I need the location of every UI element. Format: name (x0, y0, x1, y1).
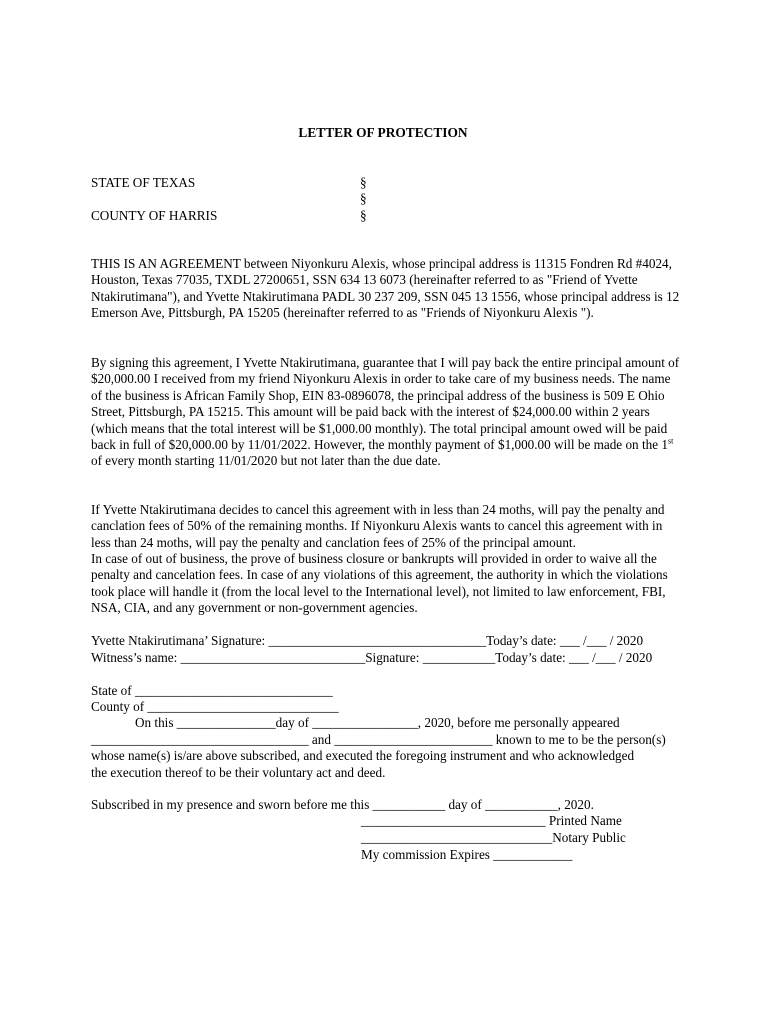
notary-on-this-line: On this _______________day of ________________, 2020, before me personally appeared (135, 715, 620, 730)
notary-state-line: State of ______________________________ (91, 683, 333, 698)
notary-execution-line: the execution thereof to be their voluntary act and deed. (91, 765, 386, 780)
caption-county: COUNTY OF HARRIS (91, 208, 218, 223)
guarantee-text-end: of every month starting 11/01/2020 but not later than the due date. (91, 453, 441, 469)
ordinal-suffix: st (667, 436, 674, 446)
notary-appeared-line: _________________________________ and ________________________ known to me to be the person(s) (91, 732, 666, 747)
agreement-paragraph: THIS IS AN AGREEMENT between Niyonkuru Alexis, whose principal address is 11315 Fondren Rd #4024, Houston, Texas 77035, TXDL 27200651, SSN 634 13 6073 (hereinafter referred to as "Friend of Yvette Ntakirutimana"), and Yvette Ntakirutimana PADL 30 237 209, SSN 045 13 1556, whose principal address is 12 Emerson Ave, Pittsburgh, PA 15205 (hereinafter referred to as "Friends of Niyonkuru Alexis "). (91, 256, 680, 321)
notary-printed-name-line: ____________________________ Printed Name (361, 813, 622, 828)
section-mark: § (360, 191, 367, 206)
notary-county-line: County of _____________________________ (91, 699, 339, 714)
guarantee-text: By signing this agreement, I Yvette Ntakirutimana, guarantee that I will pay back the entire principal amount of $20,000.00 I received from my friend Niyonkuru Alexis in order to take care of my business needs. The name of the business is African Family Shop, EIN 83-0896078, the principal address of the business is 509 E Ohio Street, Pittsburgh, PA 15215. This amount will be paid back with the interest of $24,000.00 within 2 years (which means that the total interest will be $1,000.00 monthly). The total principal amount owed will be paid back in full of $20,000.00 by 11/01/2022. However, the monthly payment of $1,000.00 will be made on the 1 (91, 355, 680, 453)
cancellation-paragraph: If Yvette Ntakirutimana decides to cancel this agreement with in less than 24 moths, will pay the penalty and canclation fees of 50% of the remaining months. If Niyonkuru Alexis wants to cancel this agreement with in less than 24 moths, will pay the penalty and canclation fees of 25% of the principal amount. (91, 502, 665, 550)
notary-public-line: _____________________________Notary Public (361, 830, 626, 845)
section-mark: § (360, 175, 367, 190)
signature-line: Yvette Ntakirutimana’ Signature: _________________________________Today’s date: ___ /___ / 2020 (91, 633, 644, 648)
witness-line: Witness’s name: ____________________________Signature: ___________Today’s date: ___ /___ / 2020 (91, 650, 653, 665)
notary-commission-line: My commission Expires ____________ (361, 847, 573, 862)
notary-whose-line: whose name(s) is/are above subscribed, and executed the foregoing instrument and who acknowledged (91, 748, 635, 763)
document-title: LETTER OF PROTECTION (298, 125, 468, 140)
notary-subscribed-line: Subscribed in my presence and sworn before me this ___________ day of ___________, 2020. (91, 797, 594, 812)
caption-state: STATE OF TEXAS (91, 175, 196, 190)
business-closure-paragraph: In case of out of business, the prove of business closure or bankrupts will provided in order to waive all the penalty and cancelation fees. In case of any violations of this agreement, the authority in which the violations took place will handle it (from the local level to the International level), not limited to law enforcement, FBI, NSA, CIA, and any government or non-government agencies. (91, 551, 668, 616)
section-mark: § (360, 208, 367, 223)
guarantee-paragraph (91, 355, 681, 470)
